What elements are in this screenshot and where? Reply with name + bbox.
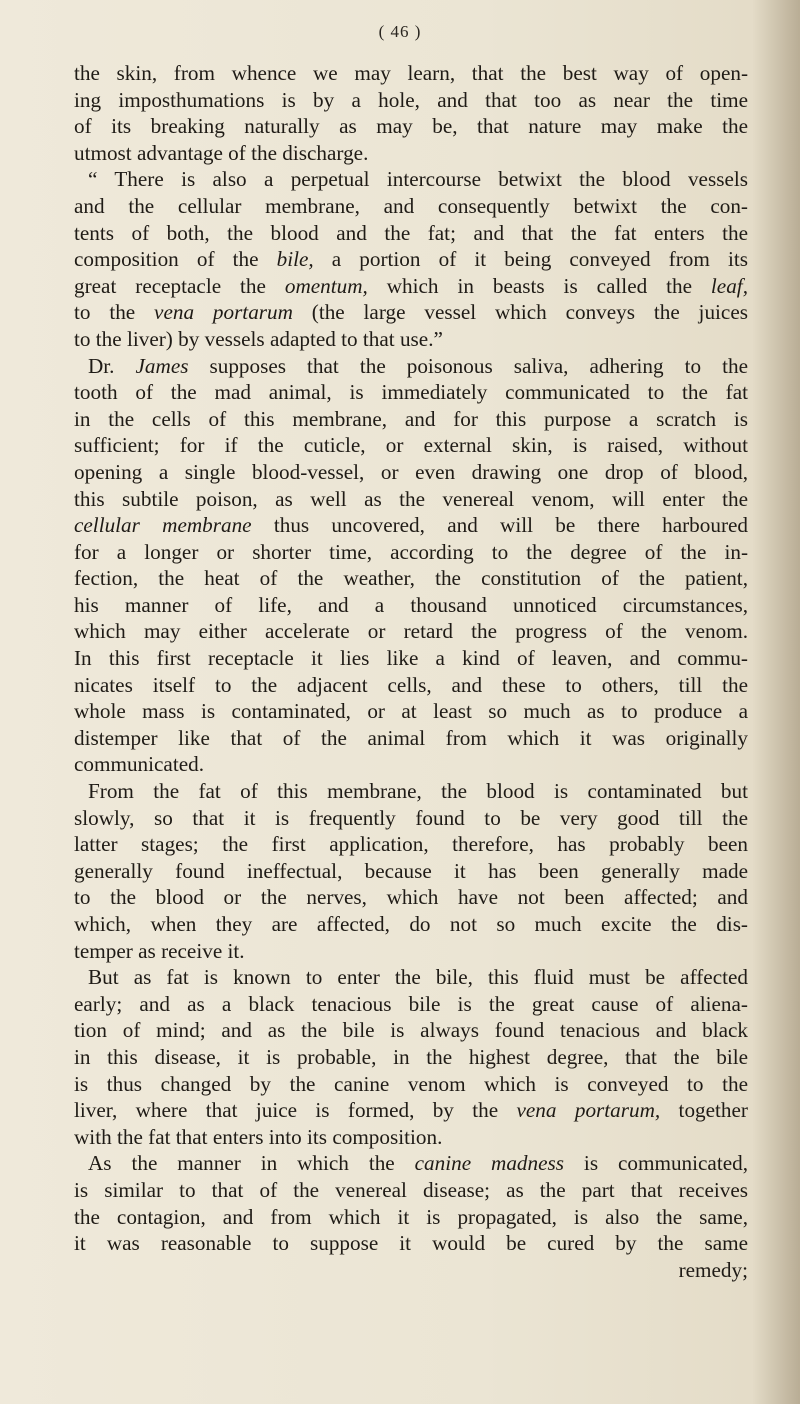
- text-line: [74, 1044, 748, 1071]
- text-line: [74, 1230, 748, 1257]
- text-run: is thus changed by the canine venom which is conveyed to the: [74, 1071, 748, 1096]
- text-run: of its breaking naturally as may be, that nature may make the: [74, 114, 748, 139]
- text-run: remedy;: [678, 1257, 748, 1282]
- text-run: ing imposthumations is by a hole, and that too as near the time: [74, 87, 748, 112]
- text-run: it was reasonable to suppose it would be cured by the same: [74, 1231, 748, 1256]
- text-line: [74, 1150, 748, 1177]
- text-line: [74, 1017, 748, 1044]
- text-line: [74, 459, 748, 486]
- text-line: [74, 1097, 748, 1124]
- text-line: [74, 512, 748, 539]
- text-run: is communicated,: [564, 1151, 749, 1176]
- italic-term: leaf,: [710, 273, 748, 298]
- text-run: tooth of the mad animal, is immediately communicated to the fat: [74, 380, 748, 405]
- text-run: in this disease, it is probable, in the highest degree, that the bile: [74, 1044, 748, 1069]
- text-run: to the liver) by vessels adapted to that use.”: [74, 326, 443, 351]
- text-line: [74, 645, 748, 672]
- text-line: [74, 379, 748, 406]
- text-run: in the cells of this membrane, and for this purpose a scratch is: [74, 406, 748, 431]
- italic-term: canine madness: [414, 1151, 565, 1176]
- text-run: which may either accelerate or retard the progress of the venom.: [74, 619, 748, 644]
- text-run: utmost advantage of the discharge.: [74, 140, 369, 165]
- text-line: [74, 193, 748, 220]
- text-line: [74, 1124, 748, 1151]
- text-run: fection, the heat of the weather, the constitution of the patient,: [74, 566, 748, 591]
- text-line: [74, 140, 748, 167]
- text-line: [74, 539, 748, 566]
- body-text: [74, 60, 748, 1283]
- text-run: “ There is also a perpetual intercourse betwixt the blood vessels: [88, 167, 748, 192]
- text-line: [74, 751, 748, 778]
- text-line: [74, 113, 748, 140]
- text-line: [74, 672, 748, 699]
- text-run: From the fat of this membrane, the blood is contaminated but: [88, 779, 748, 804]
- text-run: Dr.: [88, 353, 136, 378]
- italic-term: vena portarum,: [516, 1098, 661, 1123]
- text-line: [74, 778, 748, 805]
- text-run: composition of the: [74, 247, 277, 272]
- text-line: [74, 1204, 748, 1231]
- text-run: his manner of life, and a thousand unnoticed circumstances,: [74, 592, 748, 617]
- italic-term: James: [135, 353, 189, 378]
- text-run: In this first receptacle it lies like a kind of leaven, and commu-: [74, 646, 748, 671]
- text-line: [74, 166, 748, 193]
- text-line: [74, 592, 748, 619]
- text-run: tents of both, the blood and the fat; and that the fat enters the: [74, 220, 748, 245]
- text-run: nicates itself to the adjacent cells, and these to others, till the: [74, 672, 748, 697]
- text-run: to the: [74, 300, 155, 325]
- page-number: ( 46 ): [378, 22, 422, 41]
- text-line: [74, 353, 748, 380]
- text-line: [74, 725, 748, 752]
- text-run: (the large vessel which conveys the juices: [292, 300, 748, 325]
- text-line: [74, 831, 748, 858]
- text-run: which, when they are affected, do not so much excite the dis-: [74, 912, 748, 936]
- text-line: [74, 486, 748, 513]
- text-line: [74, 246, 748, 273]
- text-line: [74, 326, 748, 353]
- text-line: [74, 991, 748, 1018]
- text-line: [74, 858, 748, 885]
- text-line: [74, 911, 748, 938]
- text-run: sufficient; for if the cuticle, or external skin, is raised, without: [74, 433, 748, 458]
- text-line: [74, 273, 748, 300]
- text-run: whole mass is contaminated, or at least so much as to produce a: [74, 699, 748, 724]
- text-run: slowly, so that it is frequently found to be very good till the: [74, 805, 748, 830]
- text-run: thus uncovered, and will be there harboured: [251, 513, 748, 538]
- text-run: great receptacle the: [74, 273, 285, 298]
- text-line: [74, 1177, 748, 1204]
- text-line: [74, 299, 748, 326]
- text-run: opening a single blood-vessel, or even drawing one drop of blood,: [74, 459, 748, 484]
- italic-term: vena portarum: [154, 300, 293, 325]
- text-run: the contagion, and from which it is propagated, is also the same,: [74, 1204, 748, 1229]
- text-line: [74, 805, 748, 832]
- text-run: supposes that the poisonous saliva, adhering to the: [188, 353, 748, 378]
- text-line: [74, 698, 748, 725]
- text-line: [74, 432, 748, 459]
- text-run: generally found ineffectual, because it has been generally made: [74, 858, 748, 883]
- text-line: [74, 406, 748, 433]
- text-run: a portion of it being conveyed from its: [313, 247, 748, 272]
- text-run: which in beasts is called the: [367, 273, 711, 298]
- text-run: liver, where that juice is formed, by the: [74, 1098, 517, 1123]
- text-run: As the manner in which the: [88, 1151, 415, 1176]
- text-line: [74, 1071, 748, 1098]
- text-run: distemper like that of the animal from which it was originally: [74, 725, 748, 750]
- text-run: tion of mind; and as the bile is always found tenacious and black: [74, 1018, 748, 1043]
- text-run: together: [660, 1098, 748, 1123]
- text-line: [74, 618, 748, 645]
- text-line: [74, 884, 748, 911]
- text-run: early; and as a black tenacious bile is the great cause of aliena-: [74, 991, 748, 1016]
- text-run: latter stages; the first application, therefore, has probably been: [74, 832, 748, 857]
- text-run: is similar to that of the venereal disease; as the part that receives: [74, 1177, 748, 1202]
- text-line: [74, 1257, 748, 1284]
- text-line: [74, 60, 748, 87]
- text-run: temper as receive it.: [74, 938, 245, 963]
- italic-term: omentum,: [284, 273, 368, 298]
- text-run: this subtile poison, as well as the venereal venom, will enter the: [74, 486, 748, 511]
- text-run: for a longer or shorter time, according to the degree of the in-: [74, 539, 748, 564]
- italic-term: cellular membrane: [74, 513, 252, 538]
- text-line: [74, 565, 748, 592]
- text-line: [74, 938, 748, 965]
- text-run: communicated.: [74, 752, 205, 777]
- text-run: with the fat that enters into its composition.: [74, 1124, 443, 1149]
- text-run: the skin, from whence we may learn, that the best way of open-: [74, 61, 748, 85]
- text-run: But as fat is known to enter the bile, this fluid must be affected: [88, 965, 748, 990]
- text-run: to the blood or the nerves, which have not been affected; and: [74, 885, 748, 910]
- text-run: and the cellular membrane, and consequently betwixt the con-: [74, 193, 748, 218]
- text-line: [74, 87, 748, 114]
- text-line: [74, 964, 748, 991]
- text-line: [74, 220, 748, 247]
- italic-term: bile,: [276, 247, 314, 272]
